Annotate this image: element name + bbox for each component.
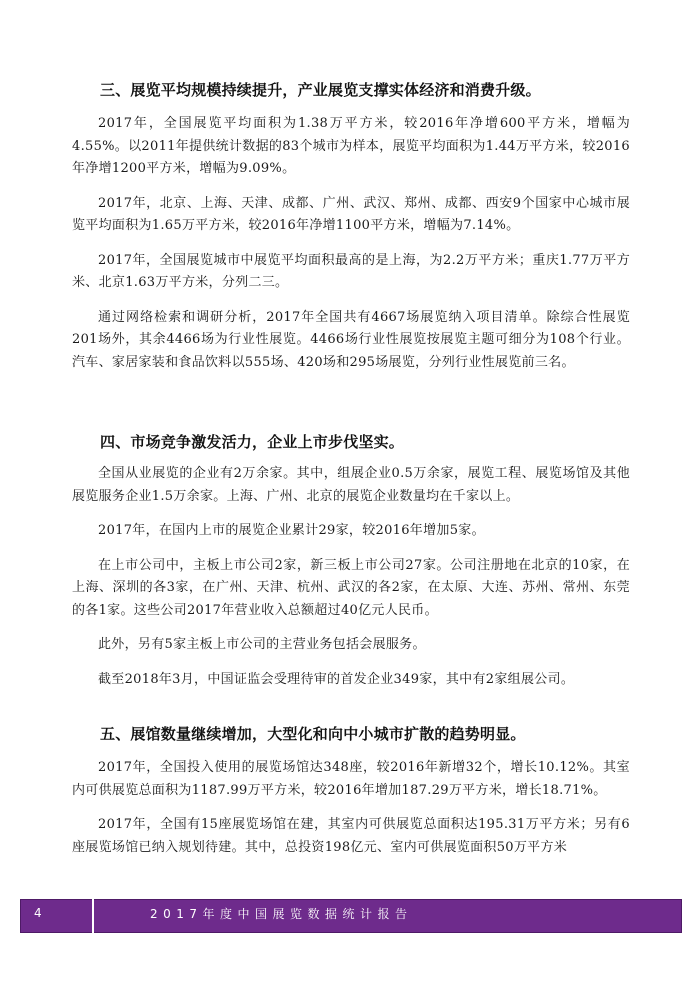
section-5 [100,722,620,746]
section-heading: 三、展览平均规模持续提升，产业展览支撑实体经济和消费升级。 [100,81,541,99]
paragraph: 2017年，全国展览城市中展览平均面积最高的是上海，为2.2万平方米；重庆1.77万平方米、北京1.63万平方米，分列二三。 [72,252,630,290]
page-number: 4 [34,906,42,920]
footer-title: 2017年度中国展览数据统计报告 [150,907,413,921]
paragraph: 2017年，全国展览平均面积为1.38万平方米，较2016年净增600平方米，增幅为4.55%。以2011年提供统计数据的83个城市为样本，展览平均面积为1.44万平方米，较2016年净增1200平方米，增幅为9.09%。 [72,116,630,176]
section-3 [100,78,620,102]
section-heading: 四、市场竞争激发活力，企业上市步伐坚实。 [100,433,405,451]
paragraph: 2017年，全国有15座展览场馆在建，其室内可供展览总面积达195.31万平方米；另有6座展览场馆已纳入规划待建。其中，总投资198亿元、室内可供展览面积50万平方米 [72,817,630,855]
paragraph: 2017年，北京、上海、天津、成都、广州、武汉、郑州、成都、西安9个国家中心城市展览平均面积为1.65万平方米，较2016年净增1100平方米，增幅为7.14%。 [72,195,630,233]
section-4 [100,430,620,454]
paragraph: 此外，另有5家主板上市公司的主营业务包括会展服务。 [98,637,426,652]
section-heading: 五、展馆数量继续增加，大型化和向中小城市扩散的趋势明显。 [100,725,526,743]
paragraph: 截至2018年3月，中国证监会受理待审的首发企业349家，其中有2家组展公司。 [98,671,575,687]
footer-divider [92,899,94,933]
paragraph: 通过网络检索和调研分析，2017年全国共有4667场展览纳入项目清单。除综合性展览201场外，其余4466场为行业性展览。4466场行业性展览按展览主题可细分为108个行业。汽车、家居家装和食品饮料以555场、420场和295场展览，分列行业性展览前三名。 [72,309,630,370]
paragraph: 2017年，在国内上市的展览企业累计29家，较2016年增加5家。 [98,523,485,538]
paragraph: 全国从业展览的企业有2万余家。其中，组展企业0.5万余家，展览工程、展览场馆及其他展览服务企业1.5万余家。上海、广州、北京的展览企业数量均在千家以上。 [72,466,630,504]
paragraph: 2017年，全国投入使用的展览场馆达348座，较2016年新增32个，增长10.12%。其室内可供展览总面积为1187.99万平方米，较2016年增加187.29万平方米，增长18.71%。 [72,760,630,798]
section-5-body [72,757,630,859]
paragraph: 在上市公司中，主板上市公司2家，新三板上市公司27家。公司注册地在北京的10家，在上海、深圳的各3家，在广州、天津、杭州、武汉的各2家，在太原、大连、苏州、常州、东莞的各1家。这些公司2017年营业收入总额超过40亿元人民币。 [72,557,630,618]
section-4-body [72,463,630,691]
section-3-body [72,113,630,374]
